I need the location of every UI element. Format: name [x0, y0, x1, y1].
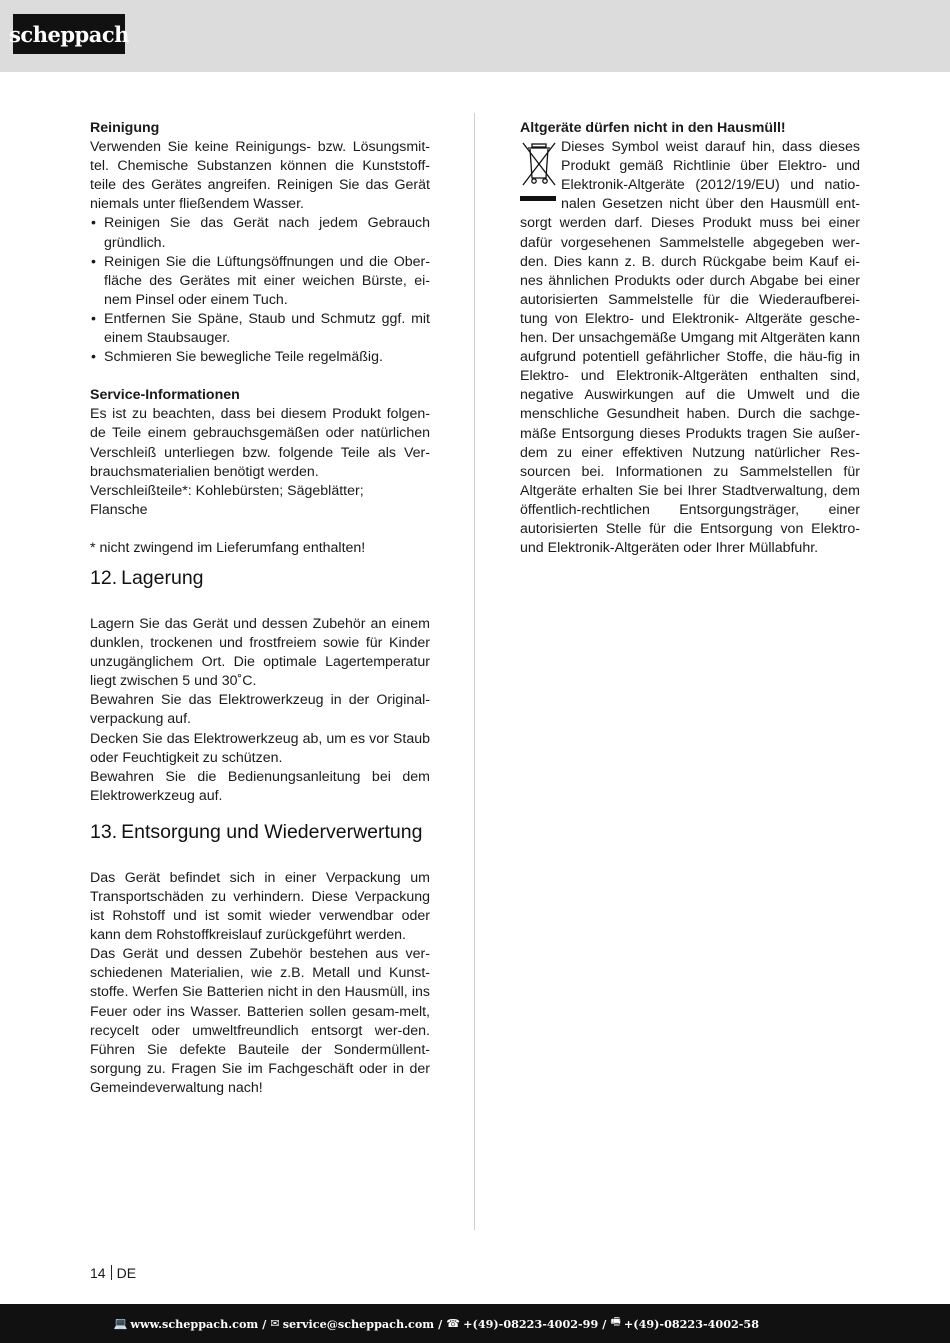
- right-column: [520, 119, 860, 558]
- left-column: [90, 119, 430, 1098]
- phone-number: +(49)-08223-4002-99: [463, 1316, 599, 1331]
- service-text: Es ist zu beachten, dass bei diesem Produkt folgen-de Teile einem gebrauchsgemäßen oder natürlichen Verschleiß unterliegen bzw. folgende Teile als Ver-brauchsmaterialien benötigt werden.: [90, 406, 430, 480]
- phone-icon: ☎: [446, 1317, 461, 1330]
- weee-text: Dieses Symbol weist darauf hin, dass dieses Produkt gemäß Richtlinie über Elektro- und Elektronik-Altgeräte (2012/19/EU) und natio-nalen Gesetzen nicht über den Hausmüll ent-sorgt werden darf. Dieses Produkt muss bei einer dafür vorgesehenen Sammelstelle abgegeben wer-den. Dies kann z. B. durch Rückgabe beim Kauf ei-nes ähnlichen Produkts oder durch Abgabe bei einer autorisierten Sammelstelle für die Wiederaufberei-tung von Elektro- und Elektronik- Altgeräte gesche-hen. Der unsachgemäße Umgang mit Altgeräten kann aufgrund potentiell gefährlicher Stoffe, die häu-fig in Elektro- und Elektronik-Altgeräten enthalten sind, negative Auswirkungen auf die Umwelt und die menschliche Gesundheit haben. Durch die sachge-mäße Entsorgung dieses Produkts tragen Sie außer-dem zu einer effektiven Nutzung natürlicher Res-sourcen bei. Informationen zu Sammelstellen für Altgeräte erhalten Sie bei Ihrer Stadtverwaltung, dem öffentlich-rechtlichen Entsorgungsträger, einer autorisierten Stelle für die Entsorgung von Elektro- und Elektronik-Altgeräten oder Ihrer Müllabfuhr.: [520, 139, 860, 557]
- email-link[interactable]: service@scheppach.com: [282, 1316, 435, 1331]
- language-code: DE: [116, 1265, 137, 1281]
- mail-icon: ✉: [270, 1317, 280, 1330]
- section-number: 13.: [90, 820, 118, 843]
- storage-paragraph: Bewahren Sie die Bedienungsanleitung bei dem Elektrowerkzeug auf.: [90, 768, 430, 804]
- section-number: 12.: [90, 566, 118, 589]
- wear-parts-line: Verschleißteile*: Kohlebürsten; Sägeblätter;: [90, 482, 364, 499]
- list-item: • Schmieren Sie bewegliche Teile regelmäßig.: [90, 348, 430, 367]
- service-heading: Service-Informationen: [90, 387, 240, 404]
- wear-parts-line-2: Flansche: [90, 501, 148, 518]
- list-item: • Entfernen Sie Späne, Staub und Schmutz ggf. mit einem Staubsauger.: [90, 310, 430, 348]
- column-divider: [474, 113, 475, 1230]
- page-number-value: 14: [90, 1265, 106, 1281]
- computer-icon: 💻: [113, 1317, 128, 1330]
- storage-paragraph: Decken Sie das Elektrowerkzeug ab, um es vor Staub oder Feuchtigkeit zu schützen.: [90, 730, 430, 766]
- page-number: [90, 1264, 136, 1282]
- fax-number: +(49)-08223-4002-58: [623, 1316, 759, 1331]
- cleaning-list: [90, 214, 430, 367]
- disposal-paragraph: Das Gerät befindet sich in einer Verpackung um Transportschäden zu verhindern. Diese Verpackung ist Rohstoff und ist somit wieder verwendbar oder kann dem Rohstoffkreislauf zurückgeführt werden.: [90, 869, 430, 944]
- crossed-out-wheelie-bin-icon: [520, 140, 558, 206]
- storage-heading: [90, 566, 430, 590]
- disposal-heading: [90, 820, 430, 844]
- fax-icon: 🖷: [610, 1315, 621, 1328]
- storage-paragraph: Lagern Sie das Gerät und dessen Zubehör an einem dunklen, trockenen und frostfreiem sowie für Kinder unzugänglichem Ort. Die optimale Lagertemperatur liegt zwischen 5 und 30˚C.: [90, 615, 430, 690]
- footer-contact-bar: 💻 www.scheppach.com / ✉ service@scheppach.com / ☎ +(49)-08223-4002-99 / 🖷 +(49)-08223-4002-58: [0, 1304, 950, 1343]
- footnote: * nicht zwingend im Lieferumfang enthalten!: [90, 539, 366, 556]
- weee-heading: Altgeräte dürfen nicht in den Hausmüll!: [520, 120, 786, 136]
- section-title: Lagerung: [121, 566, 204, 589]
- website-link[interactable]: www.scheppach.com: [130, 1316, 259, 1331]
- storage-paragraph: Bewahren Sie das Elektrowerkzeug in der Original-verpackung auf.: [90, 692, 430, 728]
- list-item: • Reinigen Sie die Lüftungsöffnungen und die Ober-fläche des Gerätes mit einer weichen Bürste, ei-nem Pinsel oder einem Tuch.: [90, 253, 430, 310]
- list-item: • Reinigen Sie das Gerät nach jedem Gebrauch gründlich.: [90, 214, 430, 252]
- cleaning-intro: Verwenden Sie keine Reinigungs- bzw. Lösungsmit-tel. Chemische Substanzen können die Kunststoff-teile des Gerätes angreifen. Reinigen Sie das Gerät niemals unter fließendem Wasser.: [90, 139, 430, 213]
- scheppach-logo: scheppach: [13, 14, 125, 54]
- section-title: Entsorgung und Wiederverwertung: [121, 820, 423, 843]
- cleaning-heading: Reinigung: [90, 120, 160, 136]
- disposal-paragraph: Das Gerät und dessen Zubehör bestehen aus ver-schiedenen Materialien, wie z.B. Metall und Kunst-stoffe. Werfen Sie Batterien nicht in den Hausmüll, ins Feuer oder ins Wasser. Batterien sollen gesam-melt, recycelt oder umweltfreundlich entsorgt wer-den. Führen Sie defekte Bauteile der Sondermüllent-sorgung zu. Fragen Sie im Fachgeschäft oder in der Gemeindeverwaltung nach!: [90, 946, 430, 1096]
- page-header: [0, 0, 950, 72]
